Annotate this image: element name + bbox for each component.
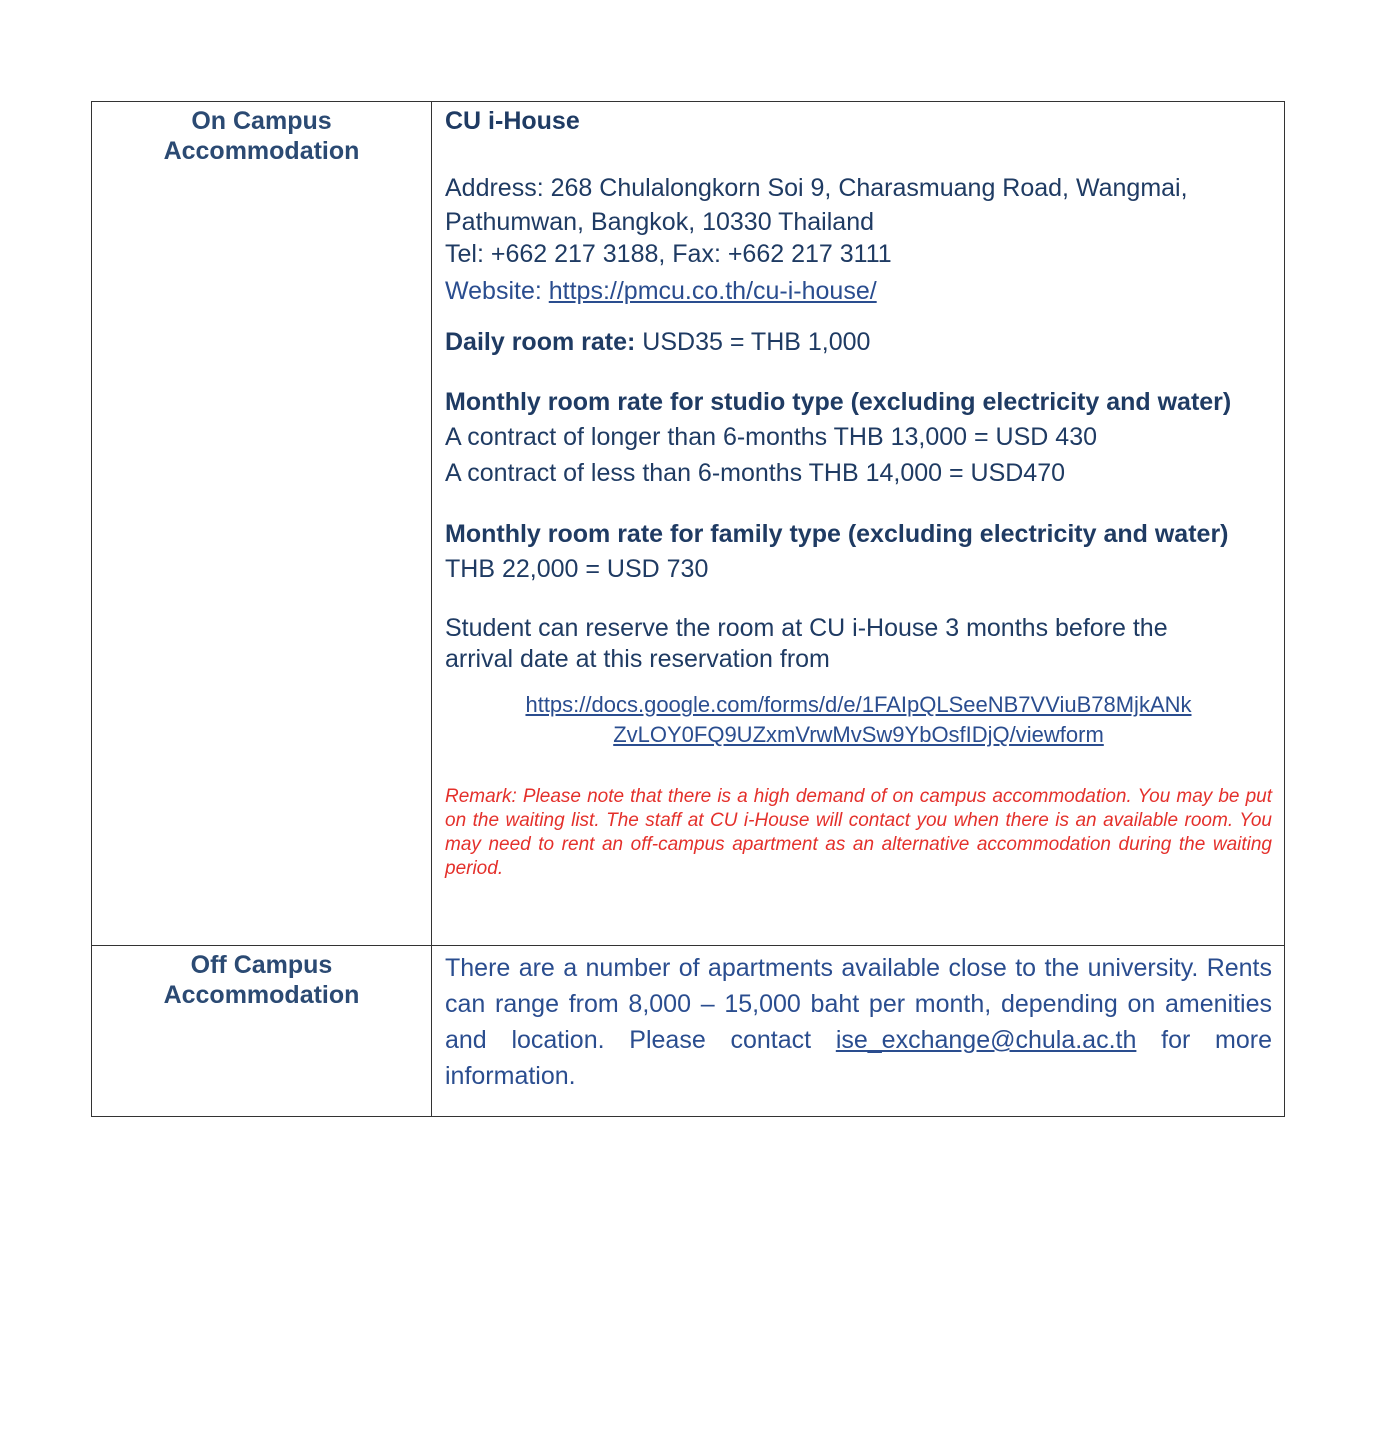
form-url-line1[interactable]: https://docs.google.com/forms/d/e/1FAIpQLSeeNB7VViuB78MjkANk — [525, 692, 1192, 717]
studio-heading: Monthly room rate for studio type (excluding electricity and water) — [445, 388, 1232, 416]
studio-line2: A contract of less than 6-months THB 14,000 = USD470 — [445, 459, 1066, 487]
reserve-line1: Student can reserve the room at CU i-House 3 months before the — [445, 614, 1168, 642]
daily-rate — [445, 325, 1272, 359]
off-campus-label-line1: Off Campus — [190, 951, 333, 979]
off-campus-label — [92, 946, 432, 1116]
off-campus-text-after: for more information. — [445, 1026, 1272, 1090]
off-campus-text — [445, 950, 1272, 1094]
off-campus-label-line2: Accommodation — [163, 981, 360, 1009]
website-link[interactable]: https://pmcu.co.th/cu-i-house/ — [548, 277, 877, 305]
on-campus-details — [432, 102, 1284, 945]
family-line1: THB 22,000 = USD 730 — [445, 555, 709, 583]
website-line — [445, 269, 1272, 313]
daily-rate-label: Daily room rate: — [445, 328, 636, 356]
address-line1 — [445, 171, 1272, 205]
contact-email-link[interactable]: ise_exchange@chula.ac.th — [835, 1026, 1137, 1054]
studio-line1: A contract of longer than 6-months THB 13,000 = USD 430 — [445, 423, 1098, 451]
family-heading: Monthly room rate for family type (excluding electricity and water) — [445, 520, 1229, 548]
tel-fax: Tel: +662 217 3188, Fax: +662 217 3111 — [445, 240, 892, 268]
off-campus-row — [92, 946, 1284, 1116]
reserve-line2: arrival date at this reservation from — [445, 645, 830, 673]
cu-ihouse-title: CU i-House — [445, 107, 580, 135]
accommodation-table — [91, 101, 1285, 1117]
reservation-form-link[interactable] — [445, 690, 1272, 750]
on-campus-label-line1: On Campus — [191, 107, 332, 135]
off-campus-text-before: There are a number of apartments available close to the university. Rents can range from 8,000 – 15,000 baht per month, depending on amenities and location. Please contact — [445, 954, 1272, 1054]
remark-text: Remark: Please note that there is a high demand of on campus accommodation. You may be put on the waiting list. The staff at CU i-House will contact you when there is an available room. You may need to rent an off-campus apartment as an alternative accommodation during the waiting period. — [445, 786, 1272, 879]
on-campus-row — [92, 102, 1284, 946]
on-campus-label — [92, 102, 432, 945]
address-label: Address: — [445, 174, 544, 202]
website-label: Website: — [445, 277, 549, 305]
on-campus-label-line2: Accommodation — [163, 137, 360, 165]
off-campus-details — [432, 946, 1284, 1116]
daily-rate-value: USD35 = THB 1,000 — [635, 328, 871, 356]
address-value: 268 Chulalongkorn Soi 9, Charasmuang Road, Wangmai, — [543, 174, 1188, 202]
address-line2: Pathumwan, Bangkok, 10330 Thailand — [445, 208, 875, 236]
form-url-line2[interactable]: ZvLOY0FQ9UZxmVrwMvSw9YbOsfIDjQ/viewform — [613, 722, 1104, 747]
